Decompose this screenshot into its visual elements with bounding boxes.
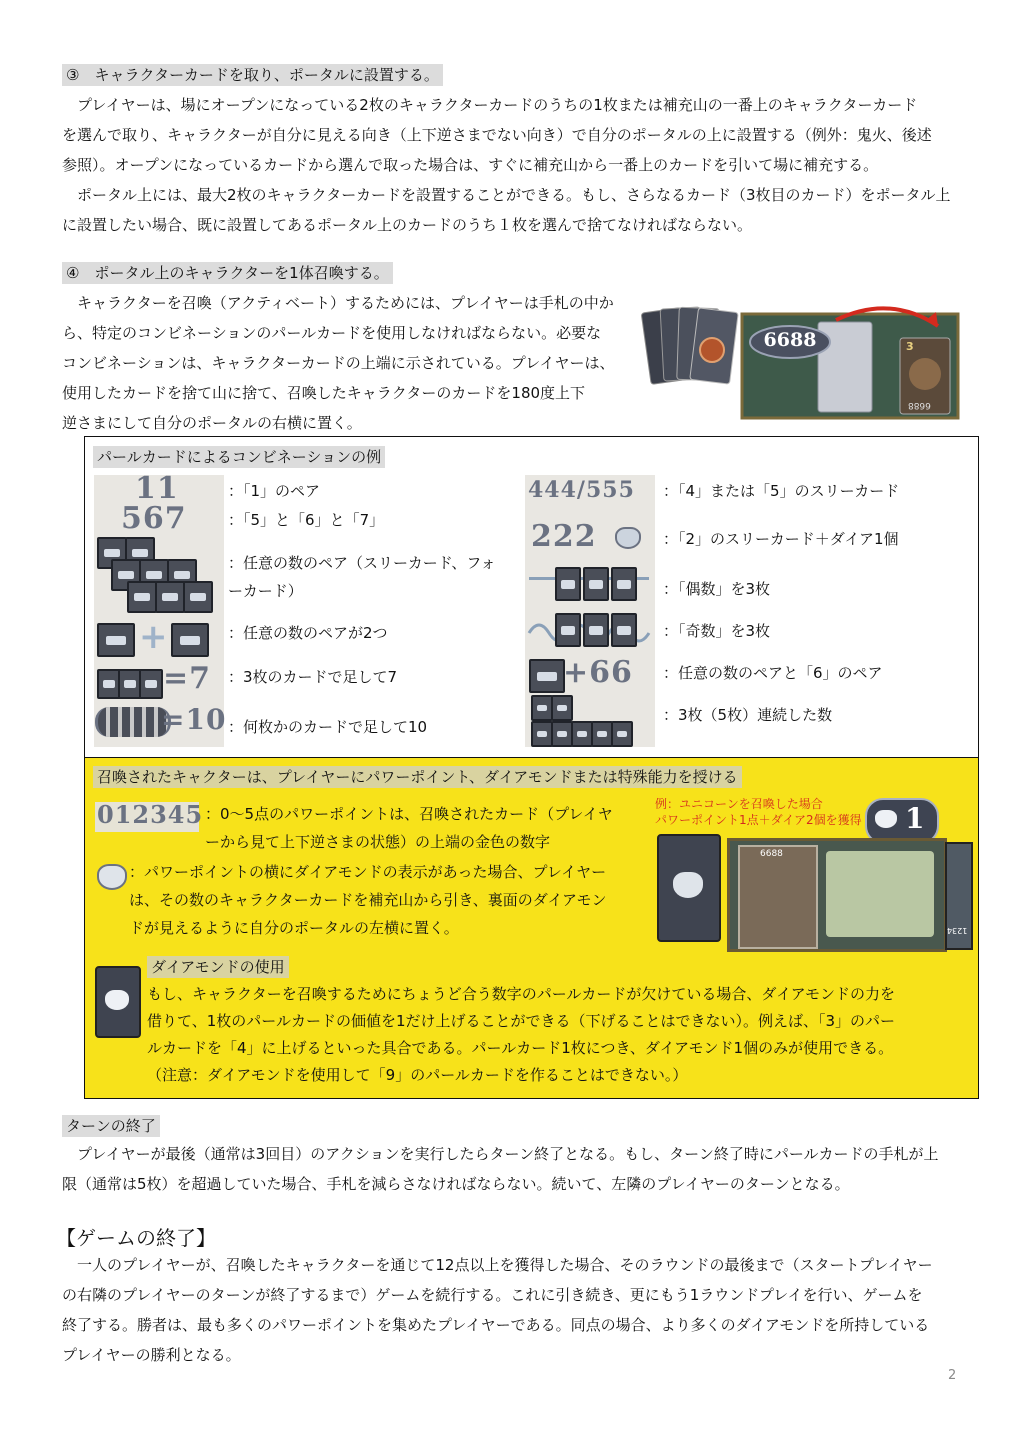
summon-illustration (640, 296, 960, 420)
pearl-card-icon (583, 567, 609, 601)
game-end-body (62, 1250, 962, 1370)
turn-end-line: 限（通常は5枚）を超過していた場合、手札を減らさなければならない。続いて、左隣のプレイヤーのターンとなる。 (62, 1175, 850, 1193)
pearl-card-icon (139, 669, 163, 699)
power-digits: 012345 (97, 800, 204, 829)
step3-line: 参照）。オープンになっているカードから選んで取った場合は、すぐに補充山から一番上のカードを引いて場に補充する。 (62, 156, 879, 174)
step3-line: を選んで取り、キャラクターが自分に見える向き（上下逆さまでない向き）で自分のポータルの上に設置する（例外：鬼火、後述 (62, 126, 932, 144)
pearl-card-icon (127, 581, 157, 613)
combo-label: ：何枚かのカードで足して10 (228, 718, 428, 736)
step4-line: コンビネーションは、キャラクターカードの上端に示されている。プレイヤーは、 (62, 354, 615, 372)
step3-line: ポータル上には、最大2枚のキャラクターカードを設置することができる。もし、さらなるカード（3枚目のカード）をポータル上 (77, 186, 951, 204)
diamond-use-title: ダイアモンドの使用 (147, 956, 289, 978)
pearl-card-icon (583, 613, 609, 647)
combination-examples-box (84, 436, 979, 758)
step4-heading: ④ ポータル上のキャラクターを1体召喚する。 (62, 262, 393, 284)
summoned-card-top-number: 3 (906, 340, 914, 353)
diamond-text: ：パワーポイントの横にダイアモンドの表示があった場合、プレイヤー は、その数のキャラクターカードを補充山から引き、裏面のダイアモン ドが見えるように自分のポータルの左横に置く。 (129, 863, 607, 937)
step3-heading: ③ キャラクターカードを取り、ポータルに設置する。 (62, 64, 443, 86)
summoned-card-bottom-number: 6688 (908, 400, 931, 410)
combo-label: ：「1」のペア (228, 482, 321, 500)
bracket-group-icon (95, 707, 171, 737)
combo-label: ：任意の数のペアと「6」のペア (663, 664, 883, 682)
example-card-top-number: 6688 (760, 849, 783, 859)
pearl-card-icon (183, 581, 213, 613)
step4-body (62, 288, 632, 438)
pearl-card-icon (555, 567, 581, 601)
diamond-icon (673, 872, 703, 898)
example-points-value: 1 (905, 802, 925, 835)
pearl-card-icon (529, 659, 565, 693)
pearl-card-icon (171, 623, 209, 657)
combo-art-444-555: 444/555 (528, 477, 635, 503)
combo-art-plus66: +66 (563, 655, 633, 690)
pearl-card-icon (611, 613, 637, 647)
pearl-card-fan (641, 307, 738, 384)
diamond-icon (105, 990, 129, 1010)
combo-art-11: 11 (135, 471, 179, 506)
step4-line: キャラクターを召喚（アクティベート）するためには、プレイヤーは手札の中か (77, 294, 614, 312)
pearl-card-icon (97, 623, 135, 657)
game-end-line: プレイヤーの勝利となる。 (62, 1346, 241, 1364)
pearl-card-icon (611, 567, 637, 601)
step4-line: ら、特定のコンビネーションのパールカードを使用しなければならない。必要な (62, 324, 602, 342)
combo-label: ：3枚（5枚）連続した数 (663, 706, 833, 724)
pearl-card-icon (531, 695, 553, 721)
combo-art-222: 222 (531, 519, 597, 554)
turn-end-body (62, 1139, 962, 1199)
pearl-card-icon (555, 613, 581, 647)
combo-art-sum10: =10 (161, 703, 227, 736)
power-point-text: ：0～5点のパワーポイントは、召喚されたカード（プレイヤ ーから見て上下逆さまの状態）の上端の金色の数字 (205, 805, 613, 851)
pearl-card-icon (571, 721, 593, 747)
combo-label: ：「奇数」を3枚 (663, 622, 771, 640)
step4-line: 使用したカードを捨て山に捨て、召喚したキャラクターのカードを180度上下 (62, 384, 586, 402)
combo-label: ：「偶数」を3枚 (663, 580, 771, 598)
combo-art-567: 567 (121, 501, 187, 536)
plus-icon: + (139, 617, 168, 657)
game-end-heading: 【ゲームの終了】 (56, 1226, 216, 1250)
diamond-icon (97, 864, 127, 890)
page-number: 2 (948, 1368, 957, 1383)
combo-art-sum7: =7 (163, 661, 212, 696)
pearl-card-icon (611, 721, 633, 747)
combo-label: ：「4」または「5」のスリーカード (663, 482, 900, 500)
pearl-card-icon (591, 721, 613, 747)
combo-label: ：「5」と「6」と「7」 (228, 511, 385, 529)
combo-label: ：任意の数のペアが2つ (228, 624, 388, 642)
diamond-use-text: もし、キャラクターを召喚するためにちょうど合う数字のパールカードが欠けている場合、ダイアモンドの力を 借りて、1枚のパールカードの価値を1だけ上げることができる（下げることはできない）。例えば、「3」のパー ルカードを「4」に上げるといった具合である。パールカード1枚につき、ダイアモンド1個のみが使用できる。 （注意：ダイアモンドを使用して「9」のパールカードを作ることはできない。） (147, 985, 896, 1084)
step3-line: に設置したい場合、既に設置してあるポータル上のカードのうち１枚を選んで捨てなければならない。 (62, 216, 753, 234)
diamond-icon (615, 527, 641, 549)
example-diamond-card (657, 834, 721, 942)
combo-label: ：「2」のスリーカード＋ダイア1個 (663, 530, 899, 548)
example-character-card (738, 845, 818, 949)
example-caption: 例：ユニコーンを召喚した場合 パワーポイント1点＋ダイア2個を獲得 (655, 797, 862, 827)
example-book (826, 851, 934, 937)
step3-line: プレイヤーは、場にオープンになっている2枚のキャラクターカードのうちの1枚または補充山の一番上のキャラクターカード (77, 96, 918, 114)
pearl-card-icon (551, 721, 573, 747)
example-portal-scene (727, 838, 947, 952)
example-unicorn-card (945, 842, 973, 950)
summon-title: 召喚されたキャクターは、プレイヤーにパワーポイント、ダイアモンドまたは特殊能力を授ける (93, 766, 742, 788)
turn-end-heading: ターンの終了 (62, 1115, 160, 1137)
example-card-bottom-number: 1234 (947, 926, 968, 935)
pearl-card-icon (155, 581, 185, 613)
summon-badge-number: 6688 (763, 329, 817, 351)
diamond-icon (875, 810, 897, 828)
diamond-back-card (95, 966, 141, 1038)
summon-rewards-box (84, 758, 979, 1099)
game-end-line: の右隣のプレイヤーのターンが終了するまで）ゲームを続行する。これに引き続き、更にもう1ラウンドプレイを行い、ゲームを (62, 1286, 923, 1304)
combo-label: ：3枚のカードで足して7 (228, 668, 398, 686)
game-end-line: 終了する。勝者は、最も多くのパワーポイントを集めたプレイヤーである。同点の場合、より多くのダイアモンドを所持している (62, 1316, 930, 1334)
step3-body (62, 90, 962, 240)
pearl-card-icon (551, 695, 573, 721)
step4-line: 逆さまにして自分のポータルの右横に置く。 (62, 414, 362, 432)
turn-end-line: プレイヤーが最後（通常は3回目）のアクションを実行したらターン終了となる。もし、ターン終了時にパールカードの手札が上 (77, 1145, 939, 1163)
game-end-line: 一人のプレイヤーが、召喚したキャラクターを通じて12点以上を獲得した場合、そのラウンドの最後まで（スタートプレイヤー (77, 1256, 933, 1274)
pearl-card-icon (531, 721, 553, 747)
combo-label: ：任意の数のペア（スリーカード、フォ ーカード） (228, 554, 496, 600)
combo-title: パールカードによるコンビネーションの例 (93, 446, 385, 468)
